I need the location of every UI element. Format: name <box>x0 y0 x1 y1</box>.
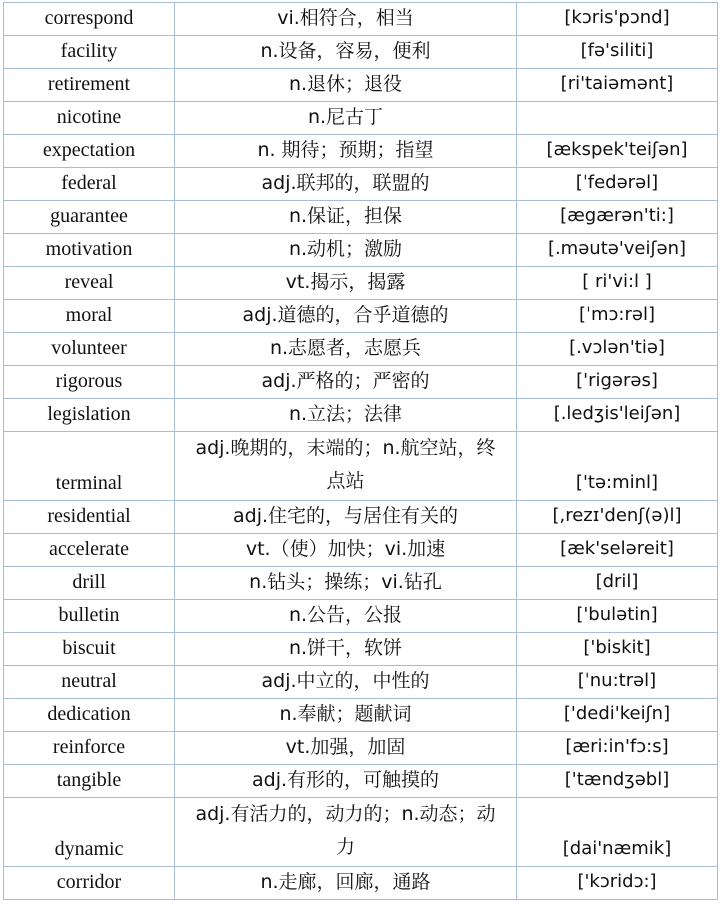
word-cell: federal <box>4 168 175 201</box>
phonetic-cell: [.məutə'veiʃən] <box>517 234 718 267</box>
meaning-text: adj.晚期的，末端的；n.航空站，终点站 <box>195 437 496 492</box>
word-cell: accelerate <box>4 534 175 567</box>
table-row <box>4 69 718 102</box>
table-row <box>4 732 718 765</box>
word-cell: neutral <box>4 666 175 699</box>
phonetic-cell: ['rigərəs] <box>517 366 718 399</box>
meaning-cell: n.尼古丁 <box>175 102 517 135</box>
table-row <box>4 501 718 534</box>
meaning-cell: n.退休；退役 <box>175 69 517 102</box>
phonetic-cell: [ˈfedərəl] <box>517 168 718 201</box>
meaning-cell: vt.揭示，揭露 <box>175 267 517 300</box>
table-row <box>4 333 718 366</box>
table-row <box>4 432 718 501</box>
word-cell: legislation <box>4 399 175 432</box>
phonetic-cell: [dai'næmik] <box>517 798 718 867</box>
phonetic-cell: ['bulətin] <box>517 600 718 633</box>
table-row <box>4 765 718 798</box>
meaning-cell: vt.加强，加固 <box>175 732 517 765</box>
word-cell: expectation <box>4 135 175 168</box>
word-cell: biscuit <box>4 633 175 666</box>
table-row <box>4 699 718 732</box>
meaning-cell: adj.联邦的，联盟的 <box>175 168 517 201</box>
meaning-cell: adj.严格的；严密的 <box>175 366 517 399</box>
meaning-cell: adj.中立的，中性的 <box>175 666 517 699</box>
word-cell: reinforce <box>4 732 175 765</box>
vocabulary-table <box>3 2 718 900</box>
word-cell: tangible <box>4 765 175 798</box>
table-row <box>4 234 718 267</box>
meaning-cell: n. 期待；预期；指望 <box>175 135 517 168</box>
phonetic-cell: ['kɔridɔ:] <box>517 867 718 900</box>
meaning-cell <box>175 798 517 867</box>
phonetic-cell: [ˈmɔ:rəl] <box>517 300 718 333</box>
word-cell: residential <box>4 501 175 534</box>
meaning-cell: n.动机；激励 <box>175 234 517 267</box>
meaning-cell: vi.相符合，相当 <box>175 3 517 36</box>
table-row <box>4 399 718 432</box>
phonetic-cell: [ægærən'ti:] <box>517 201 718 234</box>
table-row <box>4 633 718 666</box>
meaning-cell: n.走廊，回廊，通路 <box>175 867 517 900</box>
word-cell: reveal <box>4 267 175 300</box>
table-row <box>4 534 718 567</box>
table-row <box>4 267 718 300</box>
phonetic-cell <box>517 102 718 135</box>
word-cell: volunteer <box>4 333 175 366</box>
phonetic-cell: [æk'seləreit] <box>517 534 718 567</box>
table-row <box>4 600 718 633</box>
phonetic-cell: [fə'siliti] <box>517 36 718 69</box>
table-row <box>4 201 718 234</box>
table-row <box>4 3 718 36</box>
table-row <box>4 135 718 168</box>
phonetic-cell: [ˈnu:trəl] <box>517 666 718 699</box>
word-cell: moral <box>4 300 175 333</box>
word-cell: drill <box>4 567 175 600</box>
meaning-cell: n.饼干，软饼 <box>175 633 517 666</box>
word-cell: guarantee <box>4 201 175 234</box>
word-cell: motivation <box>4 234 175 267</box>
meaning-cell: n.公告，公报 <box>175 600 517 633</box>
meaning-cell: adj.道德的，合乎道德的 <box>175 300 517 333</box>
phonetic-cell: [ri'taiəmənt] <box>517 69 718 102</box>
meaning-cell: n.志愿者，志愿兵 <box>175 333 517 366</box>
meaning-cell: adj.住宅的，与居住有关的 <box>175 501 517 534</box>
word-cell: bulletin <box>4 600 175 633</box>
meaning-cell: vt.（使）加快；vi.加速 <box>175 534 517 567</box>
meaning-cell <box>175 432 517 501</box>
phonetic-cell: [ ri'vi:l ] <box>517 267 718 300</box>
meaning-cell: n.立法；法律 <box>175 399 517 432</box>
phonetic-cell: [,rezɪ'denʃ(ə)l] <box>517 501 718 534</box>
table-row <box>4 102 718 135</box>
table-row <box>4 666 718 699</box>
table-row <box>4 300 718 333</box>
table-row <box>4 867 718 900</box>
word-cell: rigorous <box>4 366 175 399</box>
table-row <box>4 36 718 69</box>
phonetic-cell: [.vɔlən'tiə] <box>517 333 718 366</box>
meaning-cell: adj.有形的，可触摸的 <box>175 765 517 798</box>
word-cell: corridor <box>4 867 175 900</box>
word-cell: retirement <box>4 69 175 102</box>
table-row <box>4 366 718 399</box>
word-cell: dedication <box>4 699 175 732</box>
table-row <box>4 567 718 600</box>
meaning-text: adj.有活力的，动力的；n.动态；动力 <box>195 803 496 858</box>
phonetic-cell: [kɔris'pɔnd] <box>517 3 718 36</box>
word-cell: facility <box>4 36 175 69</box>
phonetic-cell: ['dedi'keiʃn] <box>517 699 718 732</box>
word-cell: correspond <box>4 3 175 36</box>
phonetic-cell: ['tændʒəbl] <box>517 765 718 798</box>
phonetic-cell: [ækspek'teiʃən] <box>517 135 718 168</box>
phonetic-cell: ['biskit] <box>517 633 718 666</box>
meaning-cell: n.奉献；题献词 <box>175 699 517 732</box>
phonetic-cell: [.ledʒis'leiʃən] <box>517 399 718 432</box>
phonetic-cell: [dril] <box>517 567 718 600</box>
meaning-cell: n.设备，容易，便利 <box>175 36 517 69</box>
word-cell: terminal <box>4 432 175 501</box>
phonetic-cell: [æri:in'fɔ:s] <box>517 732 718 765</box>
meaning-cell: n.保证，担保 <box>175 201 517 234</box>
word-cell: nicotine <box>4 102 175 135</box>
meaning-cell: n.钻头；操练；vi.钻孔 <box>175 567 517 600</box>
table-row <box>4 798 718 867</box>
phonetic-cell: ['tə:minl] <box>517 432 718 501</box>
table-row <box>4 168 718 201</box>
word-cell: dynamic <box>4 798 175 867</box>
